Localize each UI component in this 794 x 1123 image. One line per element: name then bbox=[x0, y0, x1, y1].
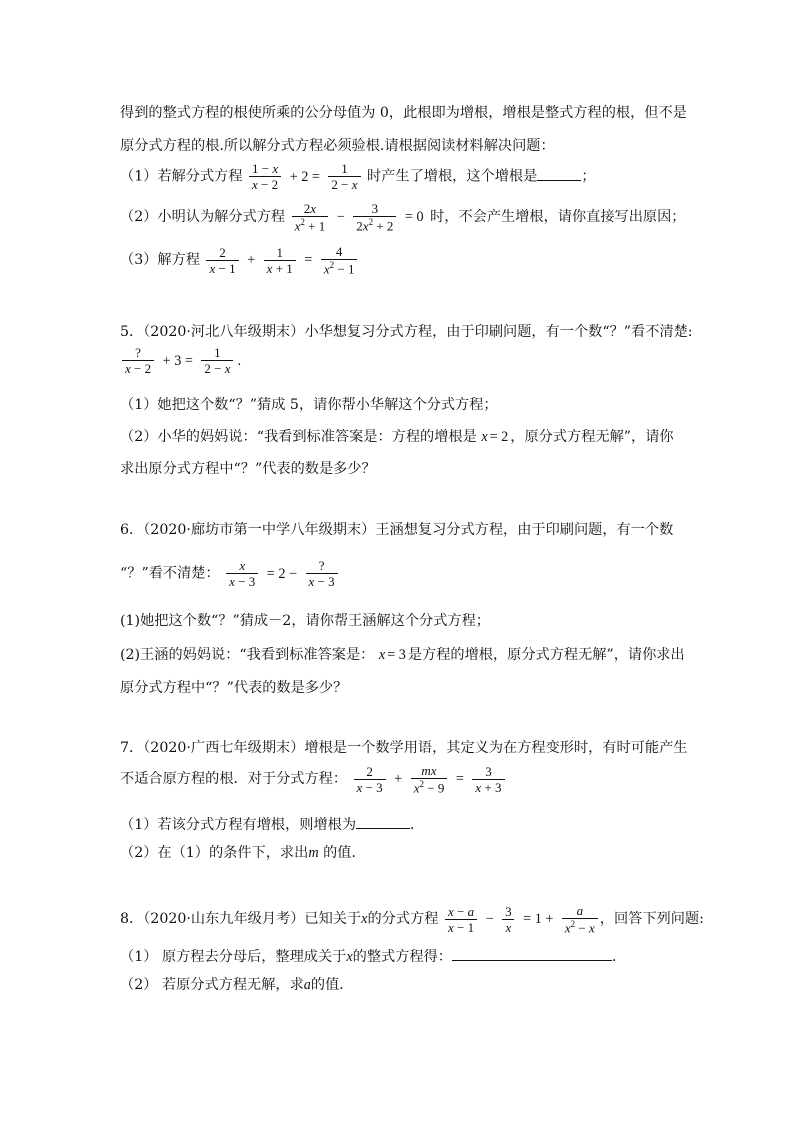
fraction: $\frac{2}{x - 1}$ bbox=[206, 246, 238, 275]
q4-part3: （3）解方程 $\frac{2}{x - 1}$ + $\frac{1}{x + 1}$ = $\frac{4}{x^2 - 1}$ bbox=[120, 245, 359, 275]
fraction: $\frac{1}{2 - x}$ bbox=[328, 162, 360, 191]
fraction: $\frac{?}{x - 2}$ bbox=[122, 346, 154, 375]
q5-header: 5．（2020·河北八年级期末）小华想复习分式方程，由于印刷问题，有一个数“？”看不清楚: bbox=[120, 324, 693, 340]
q5-part1: （1）她把这个数“？”猜成 5，请你帮小华解这个分式方程； bbox=[120, 397, 498, 413]
intro-line-1: 得到的整式方程的根使所乘的公分母值为 0，此根即为增根，增根是整式方程的根，但不是 bbox=[120, 105, 687, 121]
q7-header: 7．（2020·广西七年级期末）增根是一个数学用语，其定义为在方程变形时，有时可能产生 bbox=[120, 740, 688, 756]
fraction: $\frac{x}{x - 3}$ bbox=[226, 559, 258, 588]
intro-line-2: 原分式方程的根.所以解分式方程必须验根.请根据阅读材料解决问题： bbox=[120, 138, 555, 154]
q6-equation: “？”看不清楚： $\frac{x}{x - 3}$ = 2 − $\frac{?}{x - 3}$ bbox=[120, 559, 340, 588]
q5-part2-cont: 求出原分式方程中“？”代表的数是多少？ bbox=[120, 461, 376, 477]
q5-part2: （2）小华的妈妈说：“我看到标准答案是：方程的增根是 x = 2 ，原分式方程无解”，请你 bbox=[120, 429, 674, 445]
fraction: $\frac{a}{x^2 - x}$ bbox=[562, 904, 598, 934]
q6-part2: (2)王涵的妈妈说：“我看到标准答案是： x = 3 是方程的增根，原分式方程无解”，请你求出 bbox=[120, 647, 685, 663]
fraction: $\frac{?}{x - 3}$ bbox=[306, 559, 338, 588]
fraction: $\frac{1}{2 - x}$ bbox=[201, 346, 233, 375]
q6-part1: (1)她把这个数“？”猜成－2，请你帮王涵解这个分式方程； bbox=[120, 613, 490, 629]
q8-part1: （1） 原方程去分母后，整理成关于x的整式方程得： ． bbox=[120, 949, 627, 965]
answer-blank[interactable] bbox=[356, 816, 410, 829]
fraction: $\frac{1}{x + 1}$ bbox=[264, 246, 296, 275]
q5-equation: $\frac{?}{x - 2}$ + 3 = $\frac{1}{2 - x}$ . bbox=[120, 346, 243, 375]
q7-part1: （1）若该分式方程有增根，则增根为 ． bbox=[120, 817, 425, 833]
fraction: $\frac{2}{x - 3}$ bbox=[354, 765, 386, 794]
fraction: $\frac{mx}{x^2 - 9}$ bbox=[411, 764, 448, 794]
q6-part2-cont: 原分式方程中“？”代表的数是多少？ bbox=[120, 680, 348, 696]
fraction: $\frac{4}{x^2 - 1}$ bbox=[321, 245, 358, 275]
q7-part2: （2）在（1）的条件下，求出m 的值． bbox=[120, 845, 366, 861]
fraction: $\frac{3}{2x^2 + 2}$ bbox=[353, 202, 396, 232]
fraction: $\frac{x - a}{x - 1}$ bbox=[445, 905, 477, 934]
answer-blank[interactable] bbox=[537, 168, 581, 181]
q8-header: 8．（2020·山东九年级月考）已知关于x的分式方程 $\frac{x - a}{x - 1}$ − $\frac{3}{x}$ = 1 + $\frac{a}{x^2 - x}$ ，回答下列问题: bbox=[120, 903, 704, 936]
fraction: $\frac{2x}{x^2 + 1}$ bbox=[292, 202, 329, 232]
q4-part2: （2）小明认为解分式方程 $\frac{2x}{x^2 + 1}$ − $\frac{3}{2x^2 + 2}$ = 0 时，不会产生增根，请你直接写出原因； bbox=[120, 201, 686, 234]
q6-header: 6．（2020·廊坊市第一中学八年级期末）王涵想复习分式方程，由于印刷问题，有一个数 bbox=[120, 522, 674, 538]
q4-part1: （1）若解分式方程 $\frac{1 - x}{x - 2}$ + 2 = $\frac{1}{2 - x}$ 时产生了增根，这个增根是 ； bbox=[120, 161, 596, 192]
fraction: $\frac{1 - x}{x - 2}$ bbox=[249, 162, 281, 191]
fraction: $\frac{3}{x + 3}$ bbox=[472, 765, 504, 794]
fraction: $\frac{3}{x}$ bbox=[502, 905, 515, 934]
answer-blank[interactable] bbox=[452, 948, 612, 961]
q7-equation: 不适合原方程的根．对于分式方程： $\frac{2}{x - 3}$ + $\frac{mx}{x^2 - 9}$ = $\frac{3}{x + 3}$ bbox=[120, 764, 507, 794]
q8-part2: （2） 若原分式方程无解，求a的值． bbox=[120, 977, 354, 993]
